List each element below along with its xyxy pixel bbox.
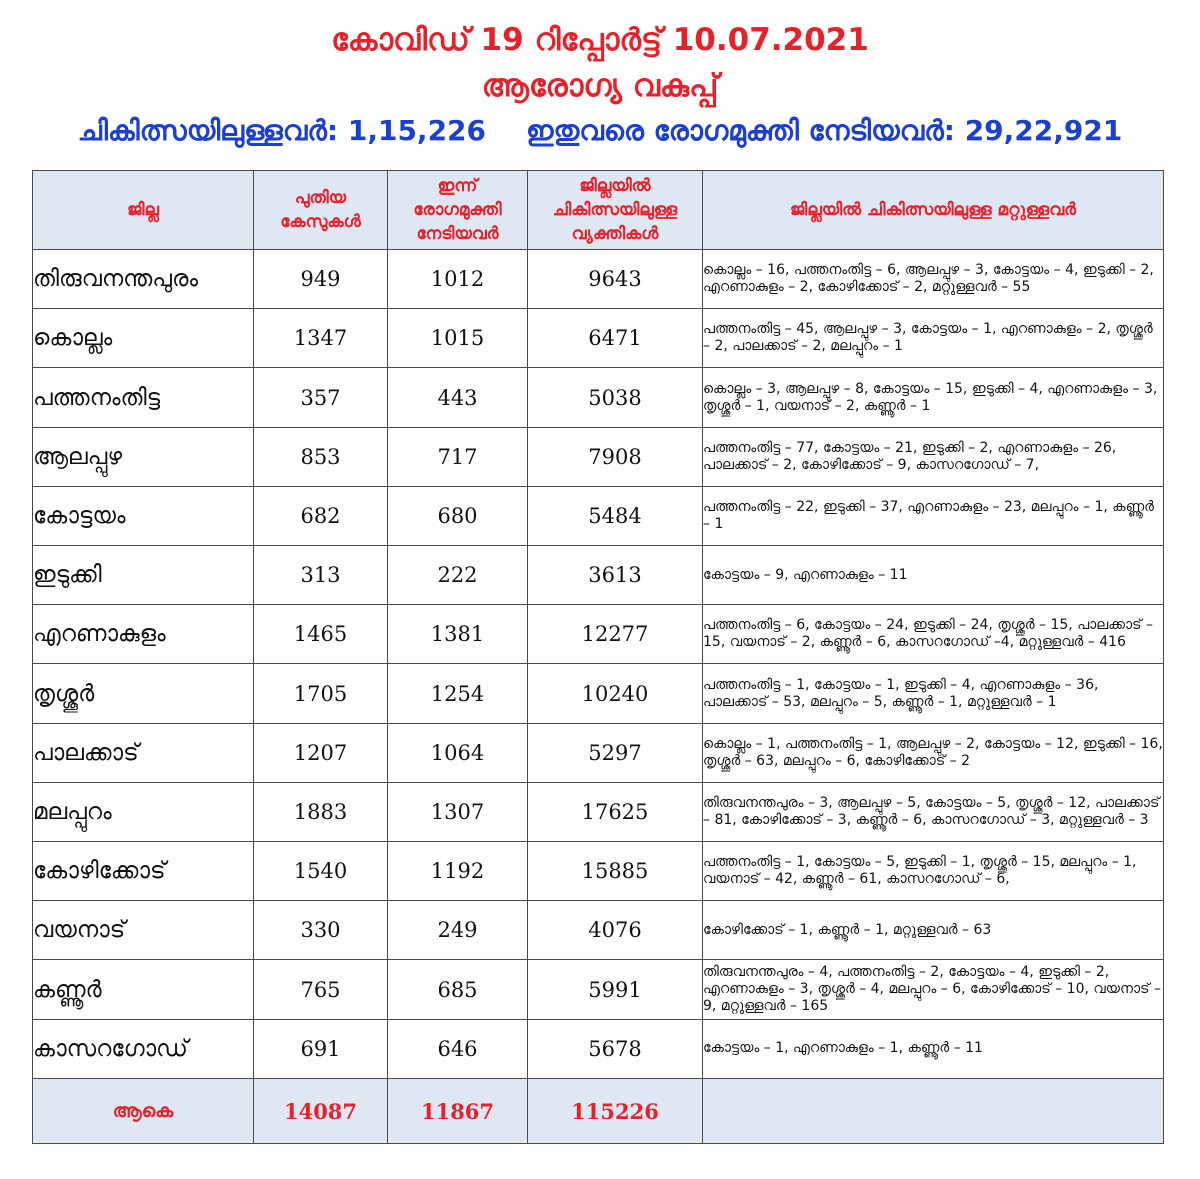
recovered-cell: 685	[388, 960, 528, 1019]
table-row	[33, 842, 1164, 901]
recovered-cell: 1192	[388, 842, 528, 901]
col-header-others: ജില്ലയിൽ ചികിത്സയിലുള്ള മറ്റുള്ളവർ	[703, 171, 1164, 250]
district-cell: കണ്ണൂർ	[33, 960, 254, 1019]
active-cell: 3613	[528, 546, 703, 605]
table-row	[33, 664, 1164, 723]
col-header-district: ജില്ല	[33, 171, 254, 250]
others-cell: പത്തനംതിട്ട – 77, കോട്ടയം – 21, ഇടുക്കി – 2, എറണാകുളം – 26, പാലക്കാട് – 2, കോഴിക്കോട് – 9, കാസറഗോഡ് – 7,	[703, 427, 1164, 486]
district-cell: മലപ്പുറം	[33, 782, 254, 841]
recovered-cell: 680	[388, 486, 528, 545]
district-cell: പത്തനംതിട്ട	[33, 368, 254, 427]
col-header-recovered: ഇന്ന് രോഗമുക്തി നേടിയവർ	[388, 171, 528, 250]
new-cases-cell: 682	[254, 486, 388, 545]
district-cell: കൊല്ലം	[33, 309, 254, 368]
others-cell: കൊല്ലം – 1, പത്തനംതിട്ട – 1, ആലപ്പുഴ – 2, കോട്ടയം – 12, ഇടുക്കി – 16, തൃശ്ശൂർ – 63, മലപ്പുറം – 6, കോഴിക്കോട് – 2	[703, 723, 1164, 782]
recovered-cell: 1012	[388, 250, 528, 309]
table-row	[33, 309, 1164, 368]
others-cell: പത്തനംതിട്ട – 22, ഇടുക്കി – 37, എറണാകുളം – 23, മലപ്പുറം – 1, കണ്ണൂർ – 1	[703, 486, 1164, 545]
table-row	[33, 723, 1164, 782]
new-cases-cell: 949	[254, 250, 388, 309]
others-cell: പത്തനംതിട്ട – 1, കോട്ടയം – 5, ഇടുക്കി – 1, തൃശ്ശൂർ – 15, മലപ്പുറം – 1, വയനാട് – 42, കണ്ണൂർ – 61, കാസറഗോഡ് – 6,	[703, 842, 1164, 901]
recovered-cell: 646	[388, 1019, 528, 1078]
active-cell: 10240	[528, 664, 703, 723]
others-cell: പത്തനംതിട്ട – 45, ആലപ്പുഴ – 3, കോട്ടയം – 1, എറണാകുളം – 2, തൃശ്ശൂർ – 2, പാലക്കാട് – 2, മലപ്പുറം – 1	[703, 309, 1164, 368]
table-header-row	[33, 171, 1164, 250]
active-cell: 5991	[528, 960, 703, 1019]
total-recovered: 11867	[388, 1079, 528, 1144]
others-cell: കോട്ടയം – 9, എറണാകുളം – 11	[703, 546, 1164, 605]
col-header-new-cases: പുതിയ കേസുകൾ	[254, 171, 388, 250]
district-cell: തൃശ്ശൂർ	[33, 664, 254, 723]
new-cases-cell: 1540	[254, 842, 388, 901]
district-cell: തിരുവനന്തപുരം	[33, 250, 254, 309]
total-row	[33, 1079, 1164, 1144]
table-row	[33, 250, 1164, 309]
recovered-cell: 1064	[388, 723, 528, 782]
others-cell: കൊല്ലം – 3, ആലപ്പുഴ – 8, കോട്ടയം – 15, ഇടുക്കി – 4, എറണാകുളം – 3, തൃശ്ശൂർ – 1, വയനാട് – 2, കണ്ണൂർ – 1	[703, 368, 1164, 427]
others-cell: തിരുവനന്തപുരം – 3, ആലപ്പുഴ – 5, കോട്ടയം – 5, തൃശ്ശൂർ – 12, പാലക്കാട് – 81, കോഴിക്കോട് – 3, കണ്ണൂർ – 6, കാസറഗോഡ് – 3, മറ്റുള്ളവർ – 3	[703, 782, 1164, 841]
new-cases-cell: 357	[254, 368, 388, 427]
district-cell: കാസറഗോഡ്	[33, 1019, 254, 1078]
district-cell: പാലക്കാട്	[33, 723, 254, 782]
active-cell: 5484	[528, 486, 703, 545]
recovered-cell: 443	[388, 368, 528, 427]
others-cell: തിരുവനന്തപുരം – 4, പത്തനംതിട്ട – 2, കോട്ടയം – 4, ഇടുക്കി – 2, എറണാകുളം – 3, തൃശ്ശൂർ – 4, മലപ്പുറം – 6, കോഴിക്കോട് – 10, വയനാട് – 9, മറ്റുള്ളവർ – 165	[703, 960, 1164, 1019]
recovered-cell: 222	[388, 546, 528, 605]
summary-line	[0, 114, 1200, 148]
others-cell: കോഴിക്കോട് – 1, കണ്ണൂർ – 1, മറ്റുള്ളവർ – 63	[703, 901, 1164, 960]
total-new-cases: 14087	[254, 1079, 388, 1144]
table-row	[33, 546, 1164, 605]
table-row	[33, 960, 1164, 1019]
district-cell: ആലപ്പുഴ	[33, 427, 254, 486]
new-cases-cell: 691	[254, 1019, 388, 1078]
table-row	[33, 901, 1164, 960]
active-cell: 5297	[528, 723, 703, 782]
others-cell: പത്തനംതിട്ട – 1, കോട്ടയം – 1, ഇടുക്കി – 4, എറണാകുളം – 36, പാലക്കാട് – 53, മലപ്പുറം – 5, കണ്ണൂർ – 1, മറ്റുള്ളവർ – 1	[703, 664, 1164, 723]
new-cases-cell: 1705	[254, 664, 388, 723]
active-cell: 6471	[528, 309, 703, 368]
total-active: 115226	[528, 1079, 703, 1144]
table-row	[33, 1019, 1164, 1078]
new-cases-cell: 330	[254, 901, 388, 960]
department-name: ആരോഗ്യ വകുപ്പ്	[481, 68, 719, 104]
recovered-cell: 1381	[388, 605, 528, 664]
col-header-active: ജില്ലയിൽ ചികിത്സയിലുള്ള വ്യക്തികൾ	[528, 171, 703, 250]
active-cell: 5678	[528, 1019, 703, 1078]
recovered-cell: 1254	[388, 664, 528, 723]
district-report-table	[32, 170, 1164, 1144]
table-row	[33, 782, 1164, 841]
district-cell: ഇടുക്കി	[33, 546, 254, 605]
recovered-cell: 1015	[388, 309, 528, 368]
district-cell: എറണാകുളം	[33, 605, 254, 664]
new-cases-cell: 313	[254, 546, 388, 605]
others-cell: കോട്ടയം – 1, എറണാകുളം – 1, കണ്ണൂർ – 11	[703, 1019, 1164, 1078]
recovered-cell: 717	[388, 427, 528, 486]
recovered-cell: 1307	[388, 782, 528, 841]
others-cell: പത്തനംതിട്ട – 6, കോട്ടയം – 24, ഇടുക്കി – 24, തൃശ്ശൂർ – 15, പാലക്കാട് – 15, വയനാട് – 2, കണ്ണൂർ – 6, കാസറഗോഡ് –4, മറ്റുള്ളവർ – 416	[703, 605, 1164, 664]
active-cell: 4076	[528, 901, 703, 960]
table-row	[33, 605, 1164, 664]
table-row	[33, 427, 1164, 486]
active-cell: 17625	[528, 782, 703, 841]
new-cases-cell: 853	[254, 427, 388, 486]
new-cases-cell: 1347	[254, 309, 388, 368]
new-cases-cell: 765	[254, 960, 388, 1019]
district-cell: കോഴിക്കോട്	[33, 842, 254, 901]
total-label: ആകെ	[33, 1079, 254, 1144]
new-cases-cell: 1207	[254, 723, 388, 782]
active-cell: 12277	[528, 605, 703, 664]
district-cell: വയനാട്	[33, 901, 254, 960]
table-row	[33, 486, 1164, 545]
under-treatment-total: ചികിത്സയിലുള്ളവർ: 1,15,226	[77, 114, 487, 147]
district-cell: കോട്ടയം	[33, 486, 254, 545]
new-cases-cell: 1465	[254, 605, 388, 664]
report-title: കോവിഡ് 19 റിപ്പോർട്ട് 10.07.2021	[331, 22, 869, 58]
active-cell: 5038	[528, 368, 703, 427]
recovered-total: ഇതുവരെ രോഗമുക്തി നേടിയവർ: 29,22,921	[526, 114, 1123, 147]
active-cell: 9643	[528, 250, 703, 309]
total-others	[703, 1079, 1164, 1144]
others-cell: കൊല്ലം – 16, പത്തനംതിട്ട – 6, ആലപ്പുഴ – 3, കോട്ടയം – 4, ഇടുക്കി – 2, എറണാകുളം – 2, കോഴിക്കോട് – 2, മറ്റുള്ളവർ – 55	[703, 250, 1164, 309]
recovered-cell: 249	[388, 901, 528, 960]
table-row	[33, 368, 1164, 427]
active-cell: 15885	[528, 842, 703, 901]
active-cell: 7908	[528, 427, 703, 486]
new-cases-cell: 1883	[254, 782, 388, 841]
